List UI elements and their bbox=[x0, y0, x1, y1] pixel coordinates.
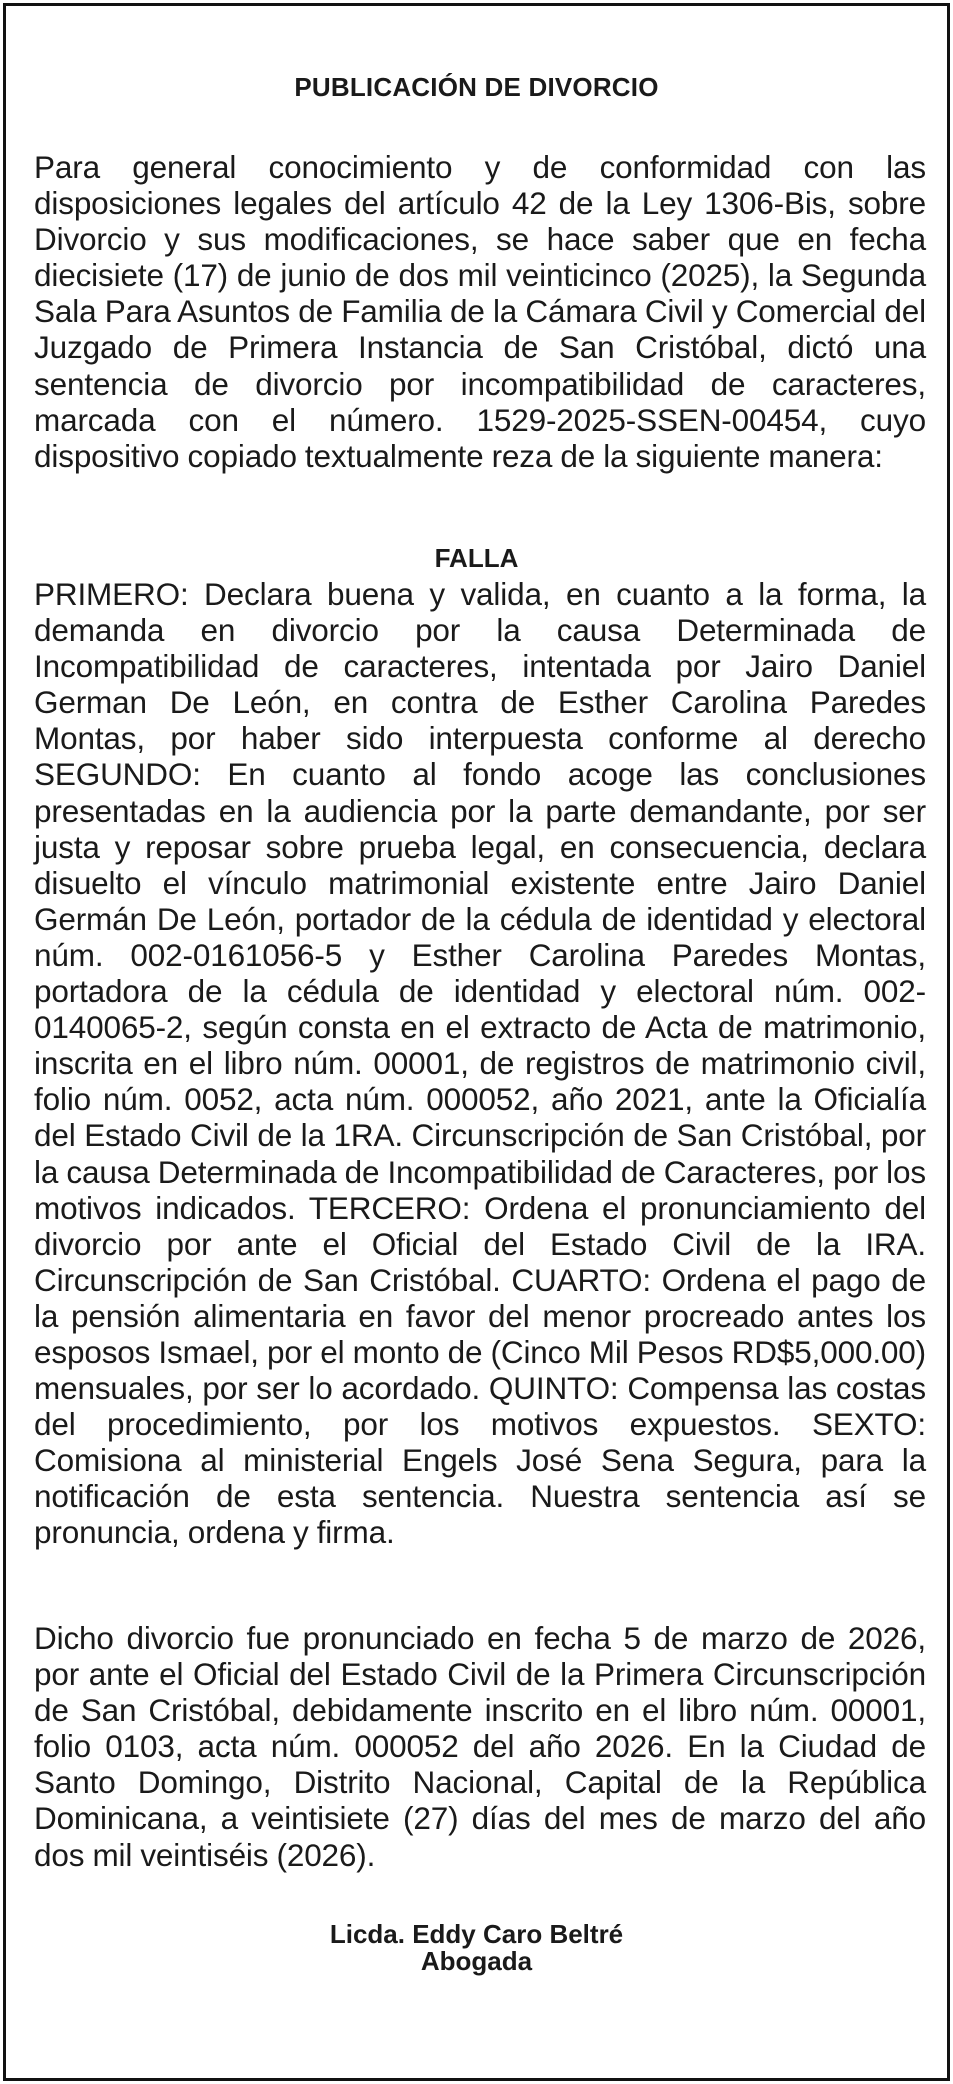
ruling-paragraph: PRIMERO: Declara buena y valida, en cuanto a la forma, la demanda en divorcio por la causa Determinada de Incompatibilidad de caracteres, intentada por Jairo Daniel German De León, en contra de Esther Carolina Paredes Montas, por haber sido interpuesta conforme al derecho SEGUNDO: En cuanto al fondo acoge las conclusiones presentadas en la audiencia por la parte demandante, por ser justa y reposar sobre prueba legal, en consecuencia, declara disuelto el vínculo matrimonial existente entre Jairo Daniel Germán De León, portador de la cédula de identidad y electoral núm. 002-0161056-5 y Esther Carolina Paredes Montas, portadora de la cédula de identidad y electoral núm. 002- 0140065-2, según consta en el extracto de Acta de matrimonio, inscrita en el libro núm. 00001, de registros de matrimonio civil, folio núm. 0052, acta núm. 000052, año 2021, ante la Oficialía del Estado Civil de la 1RA. Circunscripción de San Cristóbal, por la causa Determinada de Incompatibilidad de Caracteres, por los motivos indicados. TERCERO: Ordena el pronunciamiento del divorcio por ante el Oficial del Estado Civil de la IRA. Circunscripción de San Cristóbal. CUARTO: Ordena el pago de la pensión alimentaria en favor del menor procreado antes los esposos Ismael, por el monto de (Cinco Mil Pesos RD$5,000.00) mensuales, por ser lo acordado. QUINTO: Compensa las costas del procedimiento, por los motivos expuestos. SEXTO: Comisiona al ministerial Engels José Sena Segura, para la notificación de esta sentencia. Nuestra sentencia así se pronuncia, ordena y firma. bbox=[34, 576, 926, 1551]
notice-title: PUBLICACIÓN DE DIVORCIO bbox=[294, 72, 659, 102]
closing-paragraph: Dicho divorcio fue pronunciado en fecha 5 de marzo de 2026, por ante el Oficial del Estado Civil de la Primera Circunscripción de San Cristóbal, debidamente inscrito en el libro núm. 00001, folio 0103, acta núm. 000052 del año 2026. En la Ciudad de Santo Domingo, Distrito Nacional, Capital de la República Dominicana, a veintisiete (27) días del mes de marzo del año dos mil veintiséis (2026). bbox=[34, 1620, 926, 1873]
signatory-name: Licda. Eddy Caro Beltré bbox=[329, 1919, 624, 1949]
signature-block bbox=[6, 1921, 947, 1975]
signatory-role: Abogada bbox=[420, 1946, 533, 1976]
ruling-heading: FALLA bbox=[434, 543, 519, 573]
intro-paragraph: Para general conocimiento y de conformidad con las disposiciones legales del artículo 42 de la Ley 1306-Bis, sobre Divorcio y sus modificaciones, se hace saber que en fecha diecisiete (17) de junio de dos mil veinticinco (2025), la Segunda Sala Para Asuntos de Familia de la Cámara Civil y Comercial del Juzgado de Primera Instancia de San Cristóbal, dictó una sentencia de divorcio por incompatibilidad de caracteres, marcada con el número. 1529-2025-SSEN-00454, cuyo dispositivo copiado textualmente reza de la siguiente manera: bbox=[34, 149, 926, 474]
legal-notice-box bbox=[3, 3, 950, 2081]
